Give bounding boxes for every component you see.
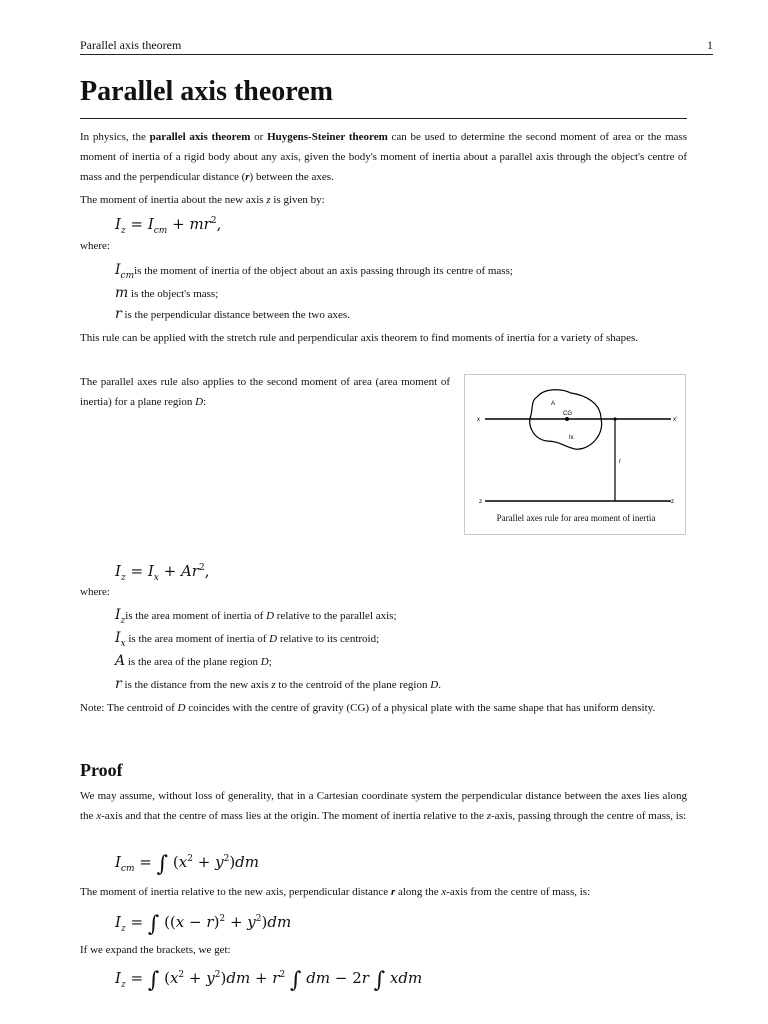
equation-expanded: $I_z$ = ∫ $(x^2 + y^2)dm + r^2$ ∫ dm − 2r ∫ xdm [115, 968, 423, 993]
equation-mass-moment: $I_z = I_{cm} + mr^2$, [115, 215, 222, 236]
definition-ix: $I_x$ is the area moment of inertia of D relative to its centroid; [115, 630, 380, 649]
page-number: 1 [707, 38, 713, 52]
symbol: r [115, 306, 122, 322]
centroid-dot [565, 417, 569, 421]
definition-r: r is the perpendicular distance between the two axes. [115, 306, 350, 322]
intro-paragraph: In physics, the parallel axis theorem or Huygens-Steiner theorem can be used to determine the second moment of area or the mass moment of inertia of a rigid body about any axis, given the body's moment of inertia about a parallel axis through the object's centre of mass and the perpendicular distance (r) between the axes. [80, 131, 687, 183]
definition-r-distance: r is the distance from the new axis z to the centroid of the plane region D. [115, 676, 441, 692]
equation-iz-integral: $I_z$ = ∫ $((x - r)^2 + y^2)dm$ [115, 912, 292, 937]
equation-area-moment: $I_z = I_x + Ar^2$, [115, 562, 210, 583]
proof-paragraph-2: The moment of inertia relative to the new axis, perpendicular distance r along the x-axis from the centre of mass, is: [80, 886, 591, 898]
title-rule [80, 118, 687, 119]
label-x: x [477, 417, 480, 423]
label-a: A [551, 401, 556, 407]
definition-m: m is the object's mass; [115, 285, 219, 301]
where-label-2: where: [80, 586, 110, 598]
equation-icm-integral: $I_{cm}$ = ∫ $(x^2 + y^2)dm$ [115, 852, 259, 877]
moment-intro: The moment of inertia about the new axis z is given by: [80, 194, 325, 206]
proof-paragraph-1: We may assume, without loss of generality, that in a Cartesian coordinate system the perpendicular distance between the axes lies along the x-axis and that the centre of mass lies at the origin. The moment of inertia relative to the z-axis, passing through the centre of mass, is: [80, 790, 687, 822]
label-ix: Ix [569, 435, 574, 441]
definition-icm: $I_{cm}is$ the moment of inertia of the object about an axis passing through its centre of mass; [115, 262, 513, 281]
label-cg: CG [563, 411, 572, 417]
label-x-prime: x' [673, 417, 678, 423]
note-paragraph: Note: The centroid of D coincides with the centre of gravity (CG) of a physical plate with the same shape that has uniform density. [80, 702, 656, 714]
definition-a: A is the area of the plane region D; [115, 653, 272, 669]
running-title: Parallel axis theorem [80, 38, 182, 52]
header-rule [80, 54, 713, 55]
axis-point [613, 417, 616, 420]
stretch-rule-paragraph: This rule can be applied with the stretch rule and perpendicular axis theorem to find moments of inertia for a variety of shapes. [80, 332, 639, 344]
proof-paragraph-3: If we expand the brackets, we get: [80, 944, 231, 956]
label-z-left: z [479, 499, 482, 505]
definition-iz: $I_zis$ the area moment of inertia of D relative to the parallel axis; [115, 607, 397, 626]
figure [464, 374, 686, 535]
proof-heading: Proof [80, 760, 123, 780]
area-rule-paragraph: The parallel axes rule also applies to the second moment of area (area moment of inertia) for a plane region D: [80, 376, 450, 408]
where-label-1: where: [80, 240, 110, 252]
label-z-right: z [671, 499, 674, 505]
figure-caption: Parallel axes rule for area moment of inertia [496, 513, 656, 523]
parallel-axes-diagram [465, 375, 687, 507]
page-title: Parallel axis theorem [80, 76, 333, 107]
label-r: r [619, 459, 621, 465]
symbol: m [115, 285, 129, 301]
